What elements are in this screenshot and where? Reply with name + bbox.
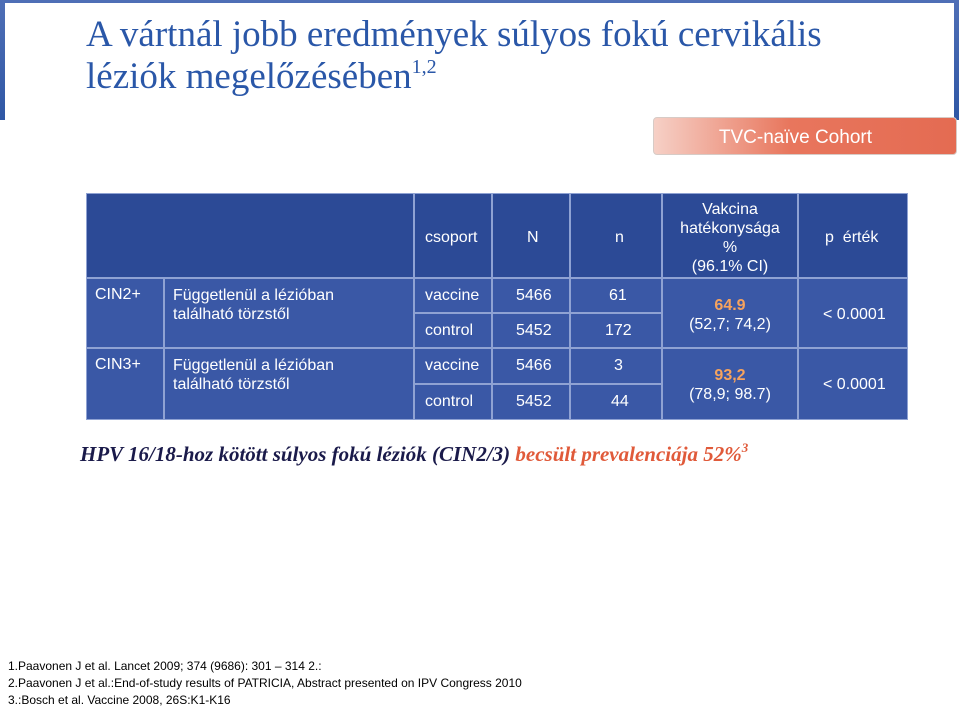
- header-p: p érték: [825, 229, 879, 246]
- row2-control-N: 5452: [516, 393, 552, 410]
- row2-desc-line2: található törzstől: [173, 376, 290, 393]
- header-n: n: [615, 229, 624, 246]
- row1-control-label-cell: [414, 313, 492, 348]
- row1-vaccine-n-cell: [570, 278, 662, 313]
- header-efficacy-line4: (96.1% CI): [691, 258, 769, 275]
- row2-endpoint: CIN3+: [95, 356, 141, 373]
- row1-p: < 0.0001: [823, 306, 886, 323]
- row2-vaccine-N: 5466: [516, 357, 552, 374]
- row2-desc: [173, 356, 334, 394]
- row2-efficacy-cell: [662, 348, 798, 420]
- row2-control-label-cell: [414, 384, 492, 420]
- row2-control-n-cell: [570, 384, 662, 420]
- slide-title-line2-text: léziók megelőzésében: [86, 56, 412, 97]
- row1-efficacy-block: [663, 296, 797, 334]
- row1-p-cell: [798, 278, 908, 348]
- row1-ci: (52,7; 74,2): [689, 316, 771, 333]
- row2-p-cell: [798, 348, 908, 420]
- hpv-note-part2: becsült prevalenciája 52%: [515, 442, 742, 466]
- row1-endpoint: CIN2+: [95, 286, 141, 303]
- slide-title-line2: [86, 57, 437, 95]
- reference-2: 2.Paavonen J et al.:End-of-study results of PATRICIA, Abstract presented on IPV Congress 2010: [8, 676, 522, 690]
- header-group-cell: [414, 193, 492, 278]
- row1-control-label: control: [425, 322, 474, 339]
- row2-vaccine-n-cell: [570, 348, 662, 384]
- header-efficacy-line3: %: [722, 239, 738, 256]
- row2-vaccine-N-cell: [492, 348, 570, 384]
- hpv-note-part1: HPV 16/18-hoz kötött súlyos fokú léziók (CIN2/3): [80, 442, 516, 466]
- row2-efficacy: 93,2: [714, 367, 746, 384]
- row2-desc-cell: [164, 348, 414, 420]
- row1-vaccine-label: vaccine: [425, 287, 480, 304]
- slide-title-line1: A vártnál jobb eredmények súlyos fokú cervikális: [86, 14, 822, 55]
- row1-efficacy-cell: [662, 278, 798, 348]
- row2-control-N-cell: [492, 384, 570, 420]
- row2-desc-line1: Függetlenül a lézióban: [173, 357, 335, 374]
- row1-desc: [173, 286, 334, 324]
- header-blank-cell: [86, 193, 414, 278]
- row2-efficacy-block: [663, 366, 797, 404]
- row1-control-n: 172: [605, 322, 632, 339]
- header-N: N: [527, 229, 539, 246]
- cohort-banner: [653, 117, 957, 155]
- row1-control-N: 5452: [516, 322, 552, 339]
- row2-p: < 0.0001: [823, 376, 886, 393]
- hpv-prevalence-note: [80, 440, 748, 467]
- row2-vaccine-label-cell: [414, 348, 492, 384]
- row1-vaccine-N-cell: [492, 278, 570, 313]
- header-p-cell: [798, 193, 908, 278]
- row1-vaccine-label-cell: [414, 278, 492, 313]
- header-efficacy-line1: Vakcina: [702, 201, 758, 218]
- row1-vaccine-n: 61: [609, 287, 627, 304]
- hpv-note-sup: 3: [741, 440, 749, 455]
- row1-endpoint-cell: [86, 278, 164, 348]
- header-efficacy-line2: hatékonysága: [680, 220, 780, 237]
- header-n-cell: [570, 193, 662, 278]
- row1-control-N-cell: [492, 313, 570, 348]
- header-efficacy-cell: [662, 193, 798, 278]
- header-N-cell: [492, 193, 570, 278]
- title-reference-sup: 1,2: [411, 56, 437, 78]
- row1-desc-cell: [164, 278, 414, 348]
- row2-control-n: 44: [611, 393, 629, 410]
- cohort-label: TVC-naïve Cohort: [718, 127, 872, 148]
- header-efficacy: [663, 200, 797, 276]
- reference-1: 1.Paavonen J et al. Lancet 2009; 374 (9686): 301 – 314 2.:: [8, 659, 322, 673]
- row1-vaccine-N: 5466: [516, 287, 552, 304]
- row1-control-n-cell: [570, 313, 662, 348]
- row2-ci: (78,9; 98.7): [689, 386, 771, 403]
- row2-control-label: control: [425, 393, 474, 410]
- row2-vaccine-label: vaccine: [425, 357, 480, 374]
- header-group: csoport: [425, 229, 478, 246]
- row1-efficacy: 64.9: [714, 297, 746, 314]
- reference-3: 3.:Bosch et al. Vaccine 2008, 26S:K1-K16: [8, 693, 231, 707]
- row1-desc-line2: található törzstől: [173, 306, 290, 323]
- row2-endpoint-cell: [86, 348, 164, 420]
- row2-vaccine-n: 3: [614, 357, 623, 374]
- row1-desc-line1: Függetlenül a lézióban: [173, 287, 335, 304]
